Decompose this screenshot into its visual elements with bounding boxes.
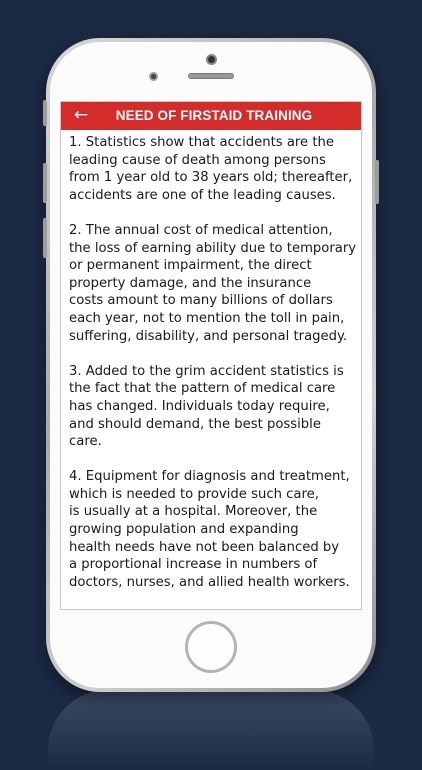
paragraph-4: 4. Equipment for diagnosis and treatment, which is needed to provide such care, is usually at a hospital. Moreover, the growing population and expanding health needs have not been balanced by a proportional increase in numbers of doctors, nurses, and allied health workers. [69,469,350,590]
volume-up-button [43,163,47,203]
paragraph-1: 1. Statistics show that accidents are the leading cause of death among persons from 1 year old to 38 years old; thereafter, accidents are one of the leading causes. [69,135,353,203]
home-button[interactable] [185,621,237,673]
phone-reflection [48,690,374,770]
power-button [375,160,379,204]
arrow-left-icon[interactable]: ← [73,105,89,125]
app-screen [60,101,362,610]
proximity-sensor [149,72,158,81]
app-bar [61,102,361,130]
volume-down-button [43,218,47,258]
earpiece-speaker [188,73,234,79]
article-body[interactable] [69,134,362,609]
front-camera [206,54,217,65]
mute-switch [43,100,47,126]
paragraph-3: 3. Added to the grim accident statistics is the fact that the pattern of medical care has changed. Individuals today require, and should demand, the best possible care. [69,363,344,450]
paragraph-2: 2. The annual cost of medical attention, the loss of earning ability due to temporary or permanent impairment, the direct property damage, and the insurance costs amount to many billions of dollars each year, not to mention the toll in pain, suffering, disability, and personal tragedy. [69,222,357,344]
page-title: NEED OF FIRSTAID TRAINING [115,108,313,123]
